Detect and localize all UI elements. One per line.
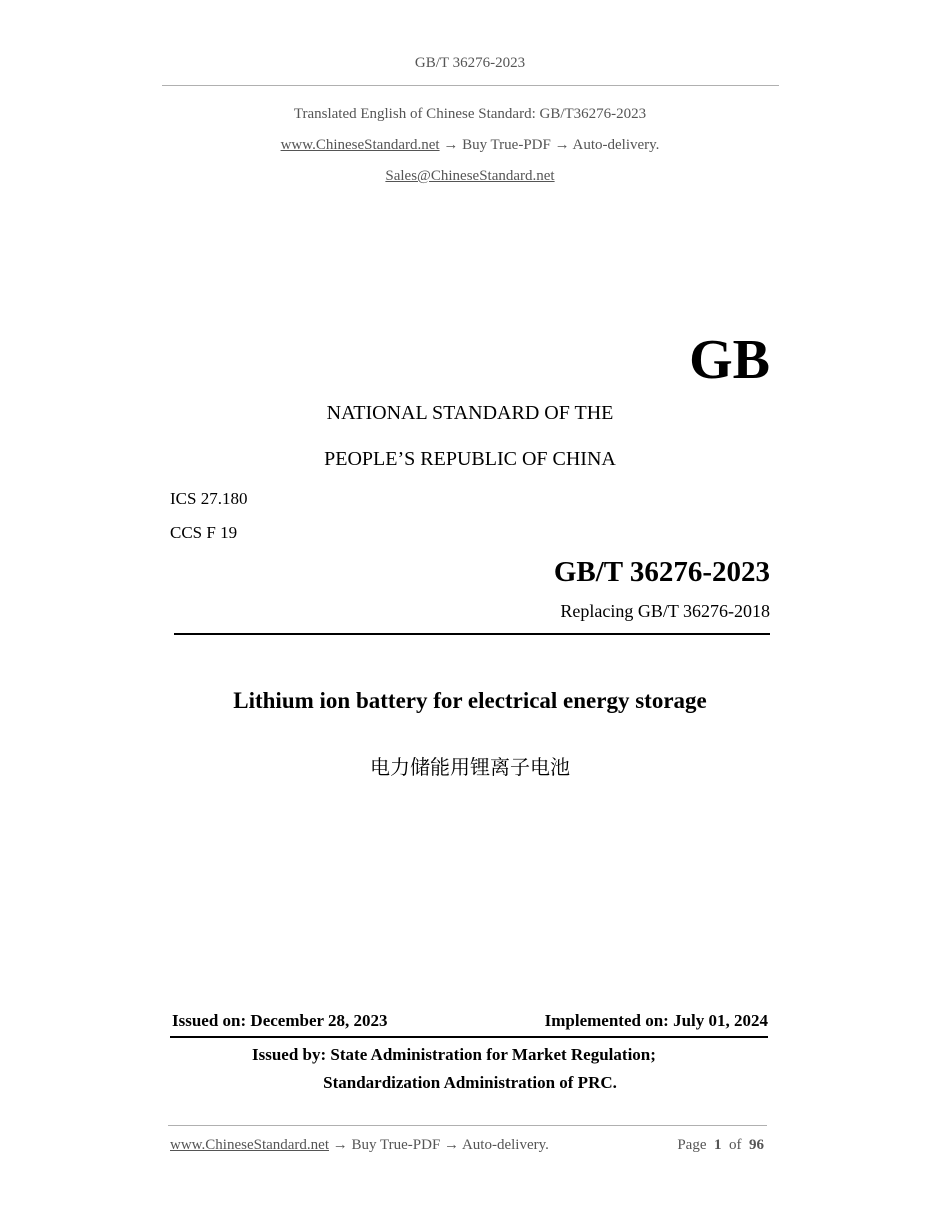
title-divider [174,633,770,635]
issue-divider [170,1036,768,1038]
translated-line: Translated English of Chinese Standard: GB/T36276-2023 [293,106,647,122]
issued-on: Issued on: December 28, 2023 [172,1011,388,1030]
national-standard-line2: PEOPLE’S REPUBLIC OF CHINA [324,448,616,470]
site-link[interactable]: www.ChineseStandard.net [280,137,440,153]
ccs-code: CCS F 19 [170,523,238,542]
footer-promo-line [170,1137,549,1154]
of-label: of [729,1137,742,1153]
header-divider [162,85,779,86]
ics-code: ICS 27.180 [170,489,248,508]
page-number: 1 [714,1137,722,1153]
page-label: Page [677,1137,707,1153]
document-title-chinese: 电力储能用锂离子电池 [370,755,570,779]
buy-text: → Buy True-PDF → Auto-delivery. [439,137,660,153]
national-standard-line1: NATIONAL STANDARD OF THE [326,402,614,424]
email-link[interactable]: Sales@ChineseStandard.net [385,168,555,184]
issued-by-line1: Issued by: State Administration for Market Regulation; [252,1045,656,1064]
page-indicator [677,1137,764,1154]
footer-buy-text: → Buy True-PDF → Auto-delivery. [329,1137,549,1153]
gb-mark: GB [689,329,770,391]
footer-divider [168,1125,767,1126]
document-title: Lithium ion battery for electrical energy storage [233,688,707,713]
implemented-on: Implemented on: July 01, 2024 [544,1011,768,1030]
email-line [0,168,940,185]
footer-site-link[interactable]: www.ChineseStandard.net [170,1137,329,1153]
page-total: 96 [749,1137,764,1153]
running-header: GB/T 36276-2023 [414,55,526,71]
issued-by-line2: Standardization Administration of PRC. [323,1073,617,1092]
standard-number: GB/T 36276-2023 [553,556,770,588]
replacing-standard: Replacing GB/T 36276-2018 [560,601,770,621]
header-promo-line [0,137,940,154]
